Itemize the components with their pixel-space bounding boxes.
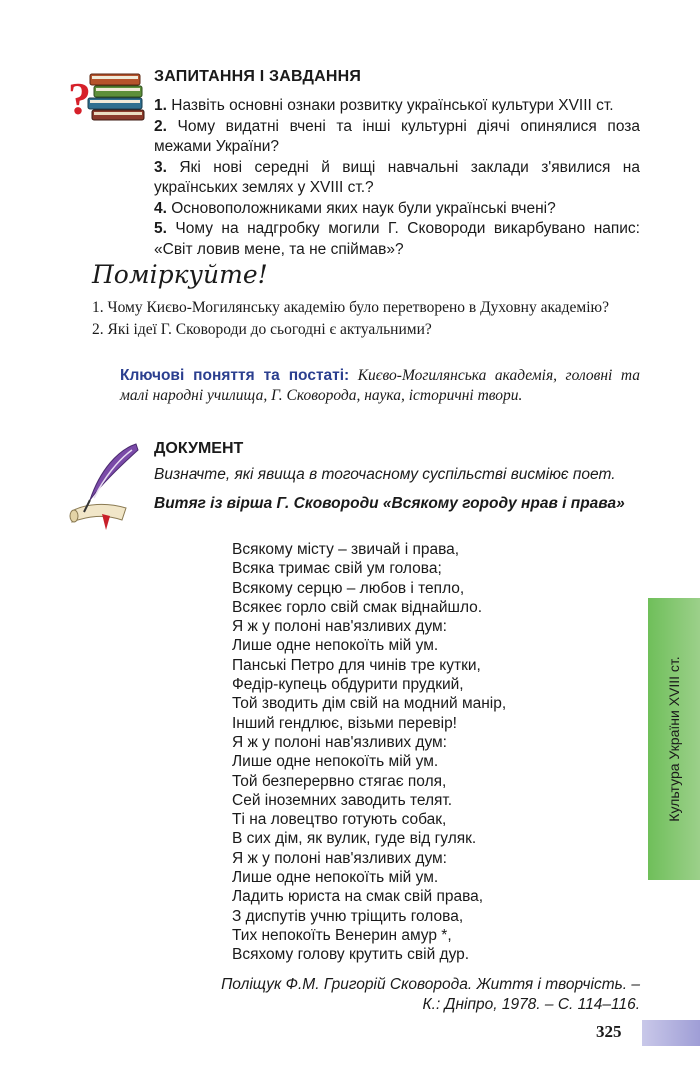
poem-line: Лише одне непокоїть мій ум. — [232, 869, 439, 887]
poem-line: Федір-купець обдурити прудкий, — [232, 676, 464, 694]
poem-line: Лише одне непокоїть мій ум. — [232, 753, 439, 771]
quill-scroll-icon — [66, 440, 146, 530]
questions-list — [154, 96, 640, 260]
question-item: 1. Назвіть основні ознаки розвитку української культури XVIII ст. — [154, 97, 614, 114]
citation-line: К.: Дніпро, 1978. – С. 114–116. — [422, 996, 640, 1013]
page-number: 325 — [596, 1022, 622, 1041]
poem-line: Всякеє горло свій смак віднайшло. — [232, 598, 483, 616]
poem-line: Всяка тримає свій ум голова; — [232, 560, 442, 578]
page-number-bar — [642, 1020, 700, 1046]
think-title: Поміркуйте! — [92, 260, 268, 289]
poem-line: Сей іноземних заводить телят. — [232, 791, 453, 809]
poem-line: Всякому місту – звичай і права, — [232, 541, 460, 558]
poem-line: В сих дім, як вулик, гуде від гуляк. — [232, 830, 477, 848]
poem-line: Інший гендлює, візьми перевір! — [232, 714, 457, 732]
poem-line: Ті на ловецтво готують собак, — [232, 811, 447, 829]
side-tab — [648, 598, 700, 880]
poem-line: Панські Петро для чинів тре кутки, — [232, 656, 481, 674]
books-question-icon — [66, 66, 148, 130]
citation — [160, 975, 640, 1015]
citation-line: Поліщук Ф.М. Григорій Сковорода. Життя і творчість. – — [221, 976, 640, 993]
poem-line: Ладить юриста на смак свій права, — [232, 888, 484, 906]
key-concepts-text: Києво-Могилянська академія, головні та малі народні училища, Г. Сковорода, наука, історичні твори. — [120, 367, 640, 404]
poem-line: Я ж у полоні нав'язливих дум: — [232, 733, 447, 751]
document-task: Визначте, які явища в тогочасному суспільстві висміює поет. — [154, 466, 616, 483]
question-item: 5. Чому на надгробку могили Г. Сковороди викарбувано напис: «Світ ловив мене, та не спіймав»? — [154, 220, 640, 258]
poem-line: Лише одне непокоїть мій ум. — [232, 637, 439, 655]
poem-line: Всякому серцю – любов і тепло, — [232, 579, 465, 597]
poem — [232, 540, 506, 965]
poem-line: Всяхому голову крутить свій дур. — [232, 946, 470, 964]
poem-line: Той зводить дім свій на модний манір, — [232, 695, 507, 713]
poem-line: Я ж у полоні нав'язливих дум: — [232, 618, 447, 636]
think-item: 1. Чому Києво-Могилянську академію було перетворено в Духовну академію? — [92, 299, 609, 316]
poem-line: Той безперервно стягає поля, — [232, 772, 447, 790]
poem-line: Я ж у полоні нав'язливих дум: — [232, 849, 447, 867]
svg-text:?: ? — [68, 73, 91, 124]
think-item: 2. Які ідеї Г. Сковороди до сьогодні є актуальними? — [92, 321, 432, 338]
document-excerpt-title: Витяг із вірша Г. Сковороди «Всякому городу нрав і права» — [154, 495, 625, 512]
side-tab-label: Культура України XVIII ст. — [666, 656, 682, 822]
questions-heading: ЗАПИТАННЯ І ЗАВДАННЯ — [154, 68, 362, 85]
poem-line: Тих непокоїть Венерин амур *, — [232, 926, 452, 944]
question-item: 4. Основоположниками яких наук були українські вчені? — [154, 199, 556, 217]
question-item: 3. Які нові середні й вищі навчальні заклади з'явилися на українських землях у XVIII ст.? — [154, 158, 640, 196]
question-item: 2. Чому видатні вчені та інші культурні діячі опинялися поза межами України? — [154, 117, 640, 155]
key-concepts-label: Ключові поняття та постаті: — [120, 367, 350, 384]
think-list — [92, 298, 640, 342]
key-concepts — [120, 366, 640, 406]
document-heading: ДОКУМЕНТ — [154, 440, 244, 457]
poem-line: З диспутів учню тріщить голова, — [232, 907, 464, 925]
